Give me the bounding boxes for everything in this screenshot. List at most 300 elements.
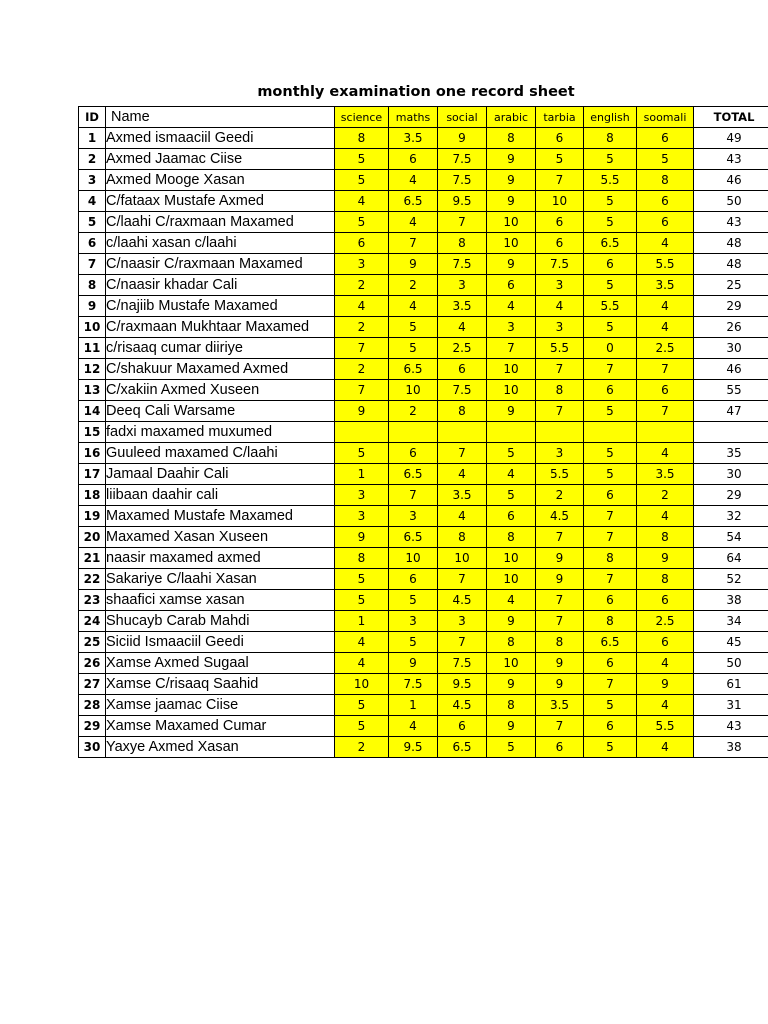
- score-maths: 6.5: [389, 191, 438, 212]
- row-total: 25: [694, 275, 768, 296]
- score-science: [335, 422, 389, 443]
- score-maths: 5: [389, 590, 438, 611]
- row-id: 24: [79, 611, 106, 632]
- row-total: 43: [694, 716, 768, 737]
- row-id: 9: [79, 296, 106, 317]
- score-maths: 9.5: [389, 737, 438, 758]
- table-row: [79, 275, 768, 296]
- score-english: 6: [584, 590, 637, 611]
- score-maths: 3.5: [389, 128, 438, 149]
- score-maths: 4: [389, 716, 438, 737]
- score-science: 4: [335, 296, 389, 317]
- score-tarbia: 7: [536, 401, 584, 422]
- score-arabic: 4: [487, 296, 536, 317]
- table-row: [79, 170, 768, 191]
- student-name: liibaan daahir cali: [106, 485, 335, 506]
- row-total: 61: [694, 674, 768, 695]
- row-id: 13: [79, 380, 106, 401]
- student-name: Deeq Cali Warsame: [106, 401, 335, 422]
- score-tarbia: 7: [536, 170, 584, 191]
- score-english: 8: [584, 128, 637, 149]
- row-id: 21: [79, 548, 106, 569]
- table-row: [79, 737, 768, 758]
- score-tarbia: 3: [536, 275, 584, 296]
- header-science: science: [335, 107, 389, 128]
- score-science: 3: [335, 506, 389, 527]
- score-english: 7: [584, 569, 637, 590]
- table-row: [79, 674, 768, 695]
- student-name: Xamse Maxamed Cumar: [106, 716, 335, 737]
- student-name: Yaxye Axmed Xasan: [106, 737, 335, 758]
- header-maths: maths: [389, 107, 438, 128]
- score-english: 5: [584, 695, 637, 716]
- score-english: 6: [584, 254, 637, 275]
- score-maths: 6.5: [389, 527, 438, 548]
- student-name: Guuleed maxamed C/laahi: [106, 443, 335, 464]
- student-name: C/shakuur Maxamed Axmed: [106, 359, 335, 380]
- score-social: 7.5: [438, 170, 487, 191]
- score-maths: 6: [389, 569, 438, 590]
- table-row: [79, 653, 768, 674]
- row-id: 2: [79, 149, 106, 170]
- score-science: 7: [335, 380, 389, 401]
- table-row: [79, 317, 768, 338]
- table-row: [79, 716, 768, 737]
- score-social: 6: [438, 716, 487, 737]
- score-soomali: 9: [637, 674, 694, 695]
- score-arabic: 5: [487, 737, 536, 758]
- score-tarbia: 9: [536, 548, 584, 569]
- score-science: 5: [335, 443, 389, 464]
- score-science: 5: [335, 212, 389, 233]
- score-soomali: 4: [637, 506, 694, 527]
- score-science: 9: [335, 401, 389, 422]
- score-social: 4.5: [438, 590, 487, 611]
- score-soomali: [637, 422, 694, 443]
- score-arabic: 9: [487, 716, 536, 737]
- row-total: 49: [694, 128, 768, 149]
- score-tarbia: 8: [536, 380, 584, 401]
- score-maths: 5: [389, 338, 438, 359]
- score-arabic: 9: [487, 674, 536, 695]
- table-row: [79, 422, 768, 443]
- row-total: 30: [694, 338, 768, 359]
- score-maths: 5: [389, 317, 438, 338]
- row-id: 6: [79, 233, 106, 254]
- score-soomali: 4: [637, 695, 694, 716]
- score-science: 2: [335, 737, 389, 758]
- score-tarbia: 6: [536, 128, 584, 149]
- row-total: 55: [694, 380, 768, 401]
- score-soomali: 4: [637, 443, 694, 464]
- score-arabic: 10: [487, 233, 536, 254]
- score-social: 7.5: [438, 149, 487, 170]
- table-row: [79, 443, 768, 464]
- score-soomali: 7: [637, 401, 694, 422]
- score-social: 7: [438, 212, 487, 233]
- row-id: 8: [79, 275, 106, 296]
- score-english: 6.5: [584, 233, 637, 254]
- row-id: 15: [79, 422, 106, 443]
- table-row: [79, 485, 768, 506]
- score-tarbia: 9: [536, 653, 584, 674]
- score-arabic: 10: [487, 653, 536, 674]
- table-row: [79, 149, 768, 170]
- score-soomali: 2.5: [637, 338, 694, 359]
- score-english: 7: [584, 527, 637, 548]
- score-science: 5: [335, 170, 389, 191]
- score-arabic: 10: [487, 212, 536, 233]
- score-maths: 2: [389, 275, 438, 296]
- row-total: 52: [694, 569, 768, 590]
- table-row: [79, 548, 768, 569]
- score-soomali: 8: [637, 170, 694, 191]
- score-tarbia: 7: [536, 527, 584, 548]
- row-id: 16: [79, 443, 106, 464]
- score-maths: 2: [389, 401, 438, 422]
- score-english: 5: [584, 737, 637, 758]
- student-name: Maxamed Mustafe Maxamed: [106, 506, 335, 527]
- score-english: 5.5: [584, 296, 637, 317]
- score-arabic: 9: [487, 149, 536, 170]
- score-arabic: 5: [487, 485, 536, 506]
- score-science: 5: [335, 590, 389, 611]
- score-maths: 5: [389, 632, 438, 653]
- student-name: fadxi maxamed muxumed: [106, 422, 335, 443]
- row-total: 45: [694, 632, 768, 653]
- score-english: 5: [584, 212, 637, 233]
- table-row: [79, 338, 768, 359]
- score-social: 4.5: [438, 695, 487, 716]
- student-name: C/xakiin Axmed Xuseen: [106, 380, 335, 401]
- score-soomali: 3.5: [637, 275, 694, 296]
- score-maths: 3: [389, 611, 438, 632]
- score-soomali: 5.5: [637, 254, 694, 275]
- table-row: [79, 464, 768, 485]
- table-row: [79, 296, 768, 317]
- row-id: 23: [79, 590, 106, 611]
- score-tarbia: 6: [536, 212, 584, 233]
- score-arabic: 8: [487, 632, 536, 653]
- header-tarbia: tarbia: [536, 107, 584, 128]
- row-total: 50: [694, 653, 768, 674]
- row-total: 38: [694, 590, 768, 611]
- score-english: 5: [584, 317, 637, 338]
- row-id: 30: [79, 737, 106, 758]
- table-row: [79, 254, 768, 275]
- score-science: 10: [335, 674, 389, 695]
- score-maths: 1: [389, 695, 438, 716]
- score-english: 7: [584, 506, 637, 527]
- score-soomali: 8: [637, 527, 694, 548]
- header-english: english: [584, 107, 637, 128]
- student-name: Xamse jaamac Ciise: [106, 695, 335, 716]
- score-soomali: 4: [637, 737, 694, 758]
- student-name: Xamse Axmed Sugaal: [106, 653, 335, 674]
- score-soomali: 2.5: [637, 611, 694, 632]
- score-arabic: 9: [487, 254, 536, 275]
- score-social: 3.5: [438, 485, 487, 506]
- row-total: 29: [694, 296, 768, 317]
- table-row: [79, 695, 768, 716]
- score-science: 6: [335, 233, 389, 254]
- score-tarbia: 7.5: [536, 254, 584, 275]
- score-science: 5: [335, 695, 389, 716]
- score-maths: 7: [389, 485, 438, 506]
- score-maths: 10: [389, 380, 438, 401]
- score-maths: 4: [389, 296, 438, 317]
- student-name: Xamse C/risaaq Saahid: [106, 674, 335, 695]
- score-maths: 6.5: [389, 359, 438, 380]
- row-total: 50: [694, 191, 768, 212]
- score-tarbia: 9: [536, 674, 584, 695]
- score-social: 7: [438, 569, 487, 590]
- score-social: 8: [438, 233, 487, 254]
- row-id: 12: [79, 359, 106, 380]
- score-maths: 6.5: [389, 464, 438, 485]
- score-tarbia: 9: [536, 569, 584, 590]
- score-english: [584, 422, 637, 443]
- score-english: 7: [584, 359, 637, 380]
- score-science: 3: [335, 485, 389, 506]
- score-science: 1: [335, 464, 389, 485]
- score-social: 8: [438, 401, 487, 422]
- score-arabic: 8: [487, 128, 536, 149]
- score-social: 3: [438, 275, 487, 296]
- score-arabic: 6: [487, 506, 536, 527]
- score-social: 7.5: [438, 380, 487, 401]
- score-english: 6: [584, 716, 637, 737]
- row-total: 34: [694, 611, 768, 632]
- score-tarbia: 2: [536, 485, 584, 506]
- score-tarbia: 10: [536, 191, 584, 212]
- student-name: Maxamed Xasan Xuseen: [106, 527, 335, 548]
- score-arabic: [487, 422, 536, 443]
- row-total: [694, 422, 768, 443]
- table-row: [79, 128, 768, 149]
- score-soomali: 8: [637, 569, 694, 590]
- table-body: [79, 128, 768, 758]
- row-total: 29: [694, 485, 768, 506]
- score-english: 5: [584, 464, 637, 485]
- score-arabic: 5: [487, 443, 536, 464]
- row-total: 46: [694, 170, 768, 191]
- score-soomali: 5.5: [637, 716, 694, 737]
- score-soomali: 3.5: [637, 464, 694, 485]
- row-total: 35: [694, 443, 768, 464]
- score-soomali: 2: [637, 485, 694, 506]
- student-name: Axmed ismaaciil Geedi: [106, 128, 335, 149]
- row-id: 7: [79, 254, 106, 275]
- score-arabic: 3: [487, 317, 536, 338]
- score-arabic: 10: [487, 380, 536, 401]
- score-social: 7.5: [438, 254, 487, 275]
- table-row: [79, 527, 768, 548]
- score-social: 6: [438, 359, 487, 380]
- score-science: 5: [335, 149, 389, 170]
- sheet-title: monthly examination one record sheet: [257, 84, 575, 100]
- score-english: 0: [584, 338, 637, 359]
- score-tarbia: 3: [536, 317, 584, 338]
- score-maths: 7.5: [389, 674, 438, 695]
- score-tarbia: 7: [536, 716, 584, 737]
- score-social: 7: [438, 632, 487, 653]
- table-row: [79, 632, 768, 653]
- row-total: 47: [694, 401, 768, 422]
- score-soomali: 6: [637, 380, 694, 401]
- score-science: 5: [335, 569, 389, 590]
- header-name: Name: [106, 107, 335, 128]
- score-tarbia: 3.5: [536, 695, 584, 716]
- score-social: 7: [438, 443, 487, 464]
- score-maths: 3: [389, 506, 438, 527]
- row-total: 43: [694, 212, 768, 233]
- score-science: 3: [335, 254, 389, 275]
- score-tarbia: 4.5: [536, 506, 584, 527]
- row-id: 11: [79, 338, 106, 359]
- score-science: 2: [335, 275, 389, 296]
- score-social: 4: [438, 506, 487, 527]
- score-science: 4: [335, 653, 389, 674]
- score-social: 3.5: [438, 296, 487, 317]
- score-arabic: 8: [487, 695, 536, 716]
- score-soomali: 9: [637, 548, 694, 569]
- student-name: C/najiib Mustafe Maxamed: [106, 296, 335, 317]
- student-name: shaafici xamse xasan: [106, 590, 335, 611]
- row-total: 26: [694, 317, 768, 338]
- score-tarbia: 6: [536, 737, 584, 758]
- score-english: 5: [584, 191, 637, 212]
- score-soomali: 4: [637, 296, 694, 317]
- header-arabic: arabic: [487, 107, 536, 128]
- student-name: C/naasir khadar Cali: [106, 275, 335, 296]
- score-soomali: 6: [637, 632, 694, 653]
- score-social: 10: [438, 548, 487, 569]
- row-id: 5: [79, 212, 106, 233]
- score-arabic: 9: [487, 401, 536, 422]
- table-row: [79, 191, 768, 212]
- score-science: 4: [335, 191, 389, 212]
- score-social: 9.5: [438, 674, 487, 695]
- score-english: 8: [584, 611, 637, 632]
- row-id: 4: [79, 191, 106, 212]
- score-science: 1: [335, 611, 389, 632]
- score-arabic: 8: [487, 527, 536, 548]
- score-maths: 9: [389, 254, 438, 275]
- row-id: 1: [79, 128, 106, 149]
- row-total: 46: [694, 359, 768, 380]
- score-science: 8: [335, 128, 389, 149]
- row-id: 14: [79, 401, 106, 422]
- row-total: 30: [694, 464, 768, 485]
- score-social: 3: [438, 611, 487, 632]
- row-total: 64: [694, 548, 768, 569]
- record-table: [78, 106, 768, 758]
- score-arabic: 9: [487, 170, 536, 191]
- score-soomali: 4: [637, 317, 694, 338]
- row-id: 18: [79, 485, 106, 506]
- score-soomali: 4: [637, 653, 694, 674]
- score-maths: 6: [389, 149, 438, 170]
- score-tarbia: 7: [536, 590, 584, 611]
- score-tarbia: 3: [536, 443, 584, 464]
- score-soomali: 6: [637, 128, 694, 149]
- row-id: 29: [79, 716, 106, 737]
- row-id: 10: [79, 317, 106, 338]
- row-id: 20: [79, 527, 106, 548]
- score-english: 5: [584, 275, 637, 296]
- score-social: [438, 422, 487, 443]
- score-maths: 7: [389, 233, 438, 254]
- score-social: 4: [438, 317, 487, 338]
- table-row: [79, 590, 768, 611]
- row-id: 19: [79, 506, 106, 527]
- row-total: 38: [694, 737, 768, 758]
- score-social: 4: [438, 464, 487, 485]
- score-science: 5: [335, 716, 389, 737]
- table-row: [79, 233, 768, 254]
- score-english: 6: [584, 653, 637, 674]
- score-arabic: 9: [487, 611, 536, 632]
- row-id: 26: [79, 653, 106, 674]
- score-social: 6.5: [438, 737, 487, 758]
- score-tarbia: [536, 422, 584, 443]
- score-maths: 4: [389, 170, 438, 191]
- score-science: 7: [335, 338, 389, 359]
- score-maths: 9: [389, 653, 438, 674]
- student-name: c/laahi xasan c/laahi: [106, 233, 335, 254]
- score-english: 5.5: [584, 170, 637, 191]
- score-english: 5: [584, 443, 637, 464]
- row-total: 54: [694, 527, 768, 548]
- score-tarbia: 5.5: [536, 464, 584, 485]
- row-id: 25: [79, 632, 106, 653]
- score-english: 6.5: [584, 632, 637, 653]
- score-english: 6: [584, 485, 637, 506]
- student-name: C/fataax Mustafe Axmed: [106, 191, 335, 212]
- score-arabic: 4: [487, 590, 536, 611]
- score-social: 9.5: [438, 191, 487, 212]
- score-arabic: 6: [487, 275, 536, 296]
- score-soomali: 6: [637, 191, 694, 212]
- table-row: [79, 401, 768, 422]
- score-english: 5: [584, 401, 637, 422]
- score-tarbia: 6: [536, 233, 584, 254]
- score-science: 4: [335, 632, 389, 653]
- score-maths: [389, 422, 438, 443]
- score-science: 8: [335, 548, 389, 569]
- row-total: 48: [694, 254, 768, 275]
- score-arabic: 10: [487, 359, 536, 380]
- table-row: [79, 212, 768, 233]
- table-row: [79, 611, 768, 632]
- student-name: Sakariye C/laahi Xasan: [106, 569, 335, 590]
- row-total: 43: [694, 149, 768, 170]
- row-total: 32: [694, 506, 768, 527]
- row-id: 28: [79, 695, 106, 716]
- score-english: 7: [584, 674, 637, 695]
- score-tarbia: 5.5: [536, 338, 584, 359]
- score-social: 9: [438, 128, 487, 149]
- score-social: 2.5: [438, 338, 487, 359]
- score-social: 7.5: [438, 653, 487, 674]
- score-arabic: 9: [487, 191, 536, 212]
- score-arabic: 10: [487, 569, 536, 590]
- student-name: Jamaal Daahir Cali: [106, 464, 335, 485]
- header-id: ID: [79, 107, 106, 128]
- score-soomali: 4: [637, 233, 694, 254]
- score-soomali: 7: [637, 359, 694, 380]
